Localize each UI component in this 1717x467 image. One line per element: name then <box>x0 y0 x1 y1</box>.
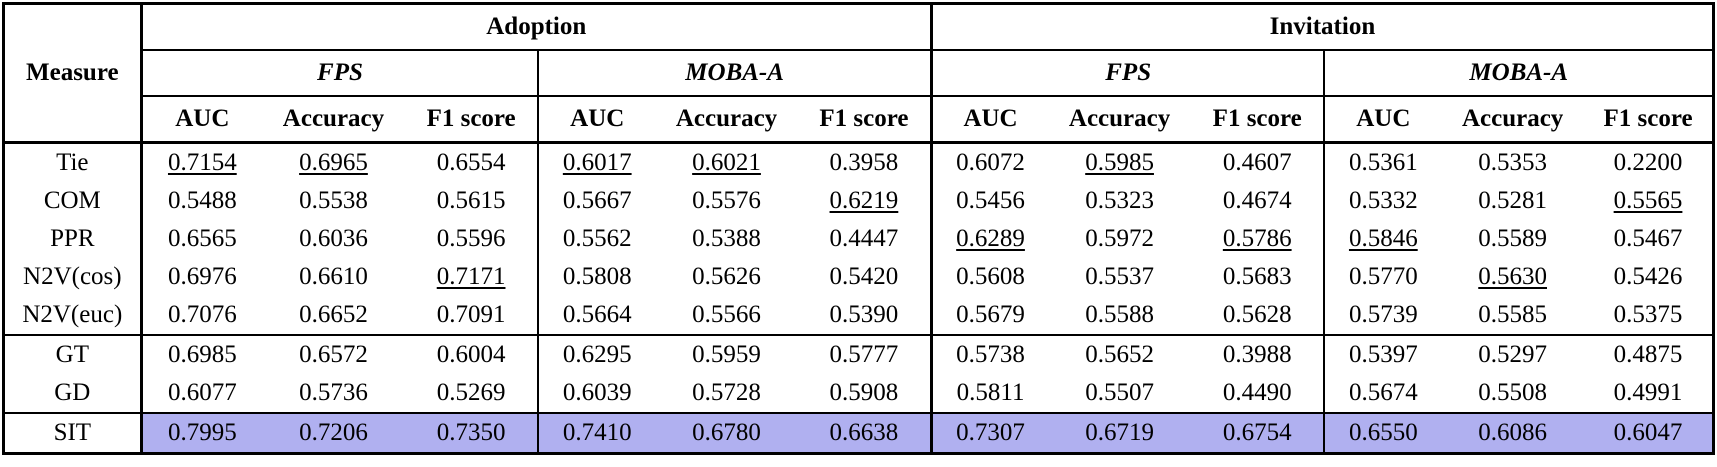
table-cell: 0.5323 <box>1085 187 1154 214</box>
table-cell: 0.5456 <box>931 182 1048 220</box>
table-cell: 0.7091 <box>405 296 538 335</box>
metric-header-auc: AUC <box>931 96 1048 143</box>
table-cell: 0.3988 <box>1222 341 1292 368</box>
best-value: 0.5630 <box>1478 263 1547 290</box>
table-cell: 0.5390 <box>798 296 931 335</box>
group-header-adoption: Adoption <box>141 4 931 51</box>
best-value: 0.5846 <box>1348 225 1418 252</box>
table-cell: 0.6652 <box>262 296 405 335</box>
table-row <box>4 182 1714 220</box>
table-body <box>4 143 1714 454</box>
table-cell: 0.5420 <box>829 263 899 290</box>
table-cell: 0.2200 <box>1613 149 1683 176</box>
table-cell: 0.5269 <box>405 374 538 413</box>
table-cell: 0.4875 <box>1613 341 1683 368</box>
table-cell: 0.6554 <box>436 149 506 176</box>
table-cell: 0.5426 <box>1613 263 1683 290</box>
table-cell: 0.7350 <box>405 413 538 454</box>
metric-header-auc: AUC <box>538 96 655 143</box>
row-label: N2V(euc) <box>4 296 142 335</box>
table-cell: 0.6610 <box>299 263 368 290</box>
header-row-groups <box>4 4 1714 51</box>
table-cell: 0.6719 <box>1048 413 1191 454</box>
row-label: PPR <box>4 220 142 258</box>
table-cell: 0.5728 <box>655 374 798 413</box>
row-label: GD <box>4 374 142 413</box>
header-row-metrics <box>4 96 1714 143</box>
best-value: 0.6017 <box>562 149 632 176</box>
table-cell: 0.5626 <box>692 263 761 290</box>
row-label: GT <box>4 335 142 374</box>
subgroup-header-moba-adoption: MOBA-A <box>538 50 931 96</box>
table-cell <box>1191 220 1324 258</box>
table-cell: 0.5608 <box>931 258 1048 296</box>
metric-header-f1: F1 score <box>405 96 538 143</box>
table-cell: 0.5972 <box>1085 225 1154 252</box>
table-cell: 0.5361 <box>1324 143 1441 183</box>
measure-column-header: Measure <box>4 4 142 143</box>
table-cell: 0.5596 <box>436 225 506 252</box>
table-cell: 0.5628 <box>1191 296 1324 335</box>
table-cell: 0.6047 <box>1584 413 1713 454</box>
row-label: COM <box>4 182 142 220</box>
table-cell: 0.5667 <box>538 182 655 220</box>
table-cell: 0.7995 <box>141 413 262 454</box>
metric-header-accuracy: Accuracy <box>1048 96 1191 143</box>
table-cell: 0.7307 <box>931 413 1048 454</box>
table-cell: 0.6780 <box>655 413 798 454</box>
table-cell: 0.5588 <box>1048 296 1191 335</box>
table-cell: 0.5281 <box>1478 187 1547 214</box>
table-cell: 0.5736 <box>262 374 405 413</box>
table-cell: 0.5770 <box>1324 258 1441 296</box>
table-cell: 0.6077 <box>141 374 262 413</box>
table-cell <box>538 143 655 183</box>
table-cell: 0.6295 <box>538 335 655 374</box>
table-cell: 0.4991 <box>1584 374 1713 413</box>
table-cell <box>1324 220 1441 258</box>
table-cell: 0.5959 <box>692 341 761 368</box>
table-cell: 0.5808 <box>538 258 655 296</box>
table-cell: 0.5562 <box>538 220 655 258</box>
table-cell: 0.6754 <box>1191 413 1324 454</box>
table-cell: 0.7410 <box>538 413 655 454</box>
table-cell: 0.5507 <box>1048 374 1191 413</box>
table-cell <box>262 143 405 183</box>
table-cell: 0.5664 <box>538 296 655 335</box>
row-label: N2V(cos) <box>4 258 142 296</box>
best-value: 0.6021 <box>692 149 761 176</box>
metric-header-accuracy: Accuracy <box>655 96 798 143</box>
table-cell: 0.5679 <box>931 296 1048 335</box>
results-table <box>2 2 1715 455</box>
table-cell: 0.5388 <box>692 225 761 252</box>
table-cell: 0.4674 <box>1222 187 1292 214</box>
table-row <box>4 220 1714 258</box>
table-cell <box>1441 258 1584 296</box>
table-cell: 0.5811 <box>931 374 1048 413</box>
table-cell: 0.5739 <box>1324 296 1441 335</box>
metric-header-f1: F1 score <box>1191 96 1324 143</box>
table-cell: 0.5332 <box>1324 182 1441 220</box>
table-cell: 0.4490 <box>1191 374 1324 413</box>
table-cell: 0.6086 <box>1441 413 1584 454</box>
metric-header-auc: AUC <box>141 96 262 143</box>
table-cell: 0.5683 <box>1222 263 1292 290</box>
best-value: 0.5985 <box>1085 149 1154 176</box>
table-cell <box>1048 143 1191 183</box>
table-head <box>4 4 1714 143</box>
table-cell: 0.6985 <box>167 341 237 368</box>
metric-header-f1: F1 score <box>1584 96 1713 143</box>
table-cell: 0.6004 <box>436 341 506 368</box>
table-cell: 0.5353 <box>1478 149 1547 176</box>
table-cell: 0.5615 <box>436 187 506 214</box>
table-cell: 0.5508 <box>1441 374 1584 413</box>
table-cell: 0.5538 <box>299 187 368 214</box>
best-value: 0.5786 <box>1222 225 1292 252</box>
metric-header-accuracy: Accuracy <box>262 96 405 143</box>
best-value: 0.5565 <box>1613 187 1683 214</box>
table-cell: 0.6036 <box>299 225 368 252</box>
table-cell: 0.5566 <box>655 296 798 335</box>
table-cell <box>1584 182 1713 220</box>
table-cell: 0.3958 <box>829 149 899 176</box>
table-cell: 0.6072 <box>931 143 1048 183</box>
table-cell: 0.4607 <box>1222 149 1292 176</box>
table-cell <box>655 143 798 183</box>
table-cell: 0.5674 <box>1324 374 1441 413</box>
table-cell: 0.6638 <box>798 413 931 454</box>
best-value: 0.6219 <box>829 187 899 214</box>
table-cell: 0.6039 <box>538 374 655 413</box>
table-cell: 0.4447 <box>829 225 899 252</box>
table-cell <box>405 258 538 296</box>
table-cell: 0.5908 <box>798 374 931 413</box>
row-label: SIT <box>4 413 142 454</box>
table-cell: 0.6550 <box>1324 413 1441 454</box>
group-header-invitation: Invitation <box>931 4 1713 51</box>
table-cell <box>141 143 262 183</box>
table-cell: 0.5585 <box>1441 296 1584 335</box>
subgroup-header-fps-invitation: FPS <box>931 50 1324 96</box>
table-cell: 0.6572 <box>299 341 368 368</box>
table-row <box>4 413 1714 454</box>
table-row <box>4 335 1714 374</box>
table-row <box>4 374 1714 413</box>
table-cell: 0.7076 <box>141 296 262 335</box>
row-label: Tie <box>4 143 142 183</box>
table-cell <box>931 220 1048 258</box>
table-cell: 0.5738 <box>931 335 1048 374</box>
table-cell: 0.5397 <box>1324 335 1441 374</box>
header-row-subgroups <box>4 50 1714 96</box>
table-row <box>4 296 1714 335</box>
metric-header-auc: AUC <box>1324 96 1441 143</box>
table-cell: 0.5537 <box>1085 263 1154 290</box>
table-cell: 0.5488 <box>167 187 237 214</box>
table-cell: 0.6976 <box>167 263 237 290</box>
subgroup-header-moba-invitation: MOBA-A <box>1324 50 1713 96</box>
table-cell <box>798 182 931 220</box>
metric-header-accuracy: Accuracy <box>1441 96 1584 143</box>
best-value: 0.6289 <box>956 225 1025 252</box>
best-value: 0.7154 <box>167 149 237 176</box>
table-cell: 0.5297 <box>1478 341 1547 368</box>
table-cell: 0.5777 <box>829 341 899 368</box>
table-row <box>4 258 1714 296</box>
best-value: 0.6965 <box>299 149 368 176</box>
table-cell: 0.7206 <box>262 413 405 454</box>
table-cell: 0.5375 <box>1584 296 1713 335</box>
table-cell: 0.5652 <box>1085 341 1154 368</box>
table-cell: 0.5576 <box>692 187 761 214</box>
best-value: 0.7171 <box>436 263 506 290</box>
table-cell: 0.6565 <box>167 225 237 252</box>
table-cell: 0.5467 <box>1613 225 1683 252</box>
metric-header-f1: F1 score <box>798 96 931 143</box>
table-cell: 0.5589 <box>1478 225 1547 252</box>
subgroup-header-fps-adoption: FPS <box>141 50 538 96</box>
table-row <box>4 143 1714 183</box>
